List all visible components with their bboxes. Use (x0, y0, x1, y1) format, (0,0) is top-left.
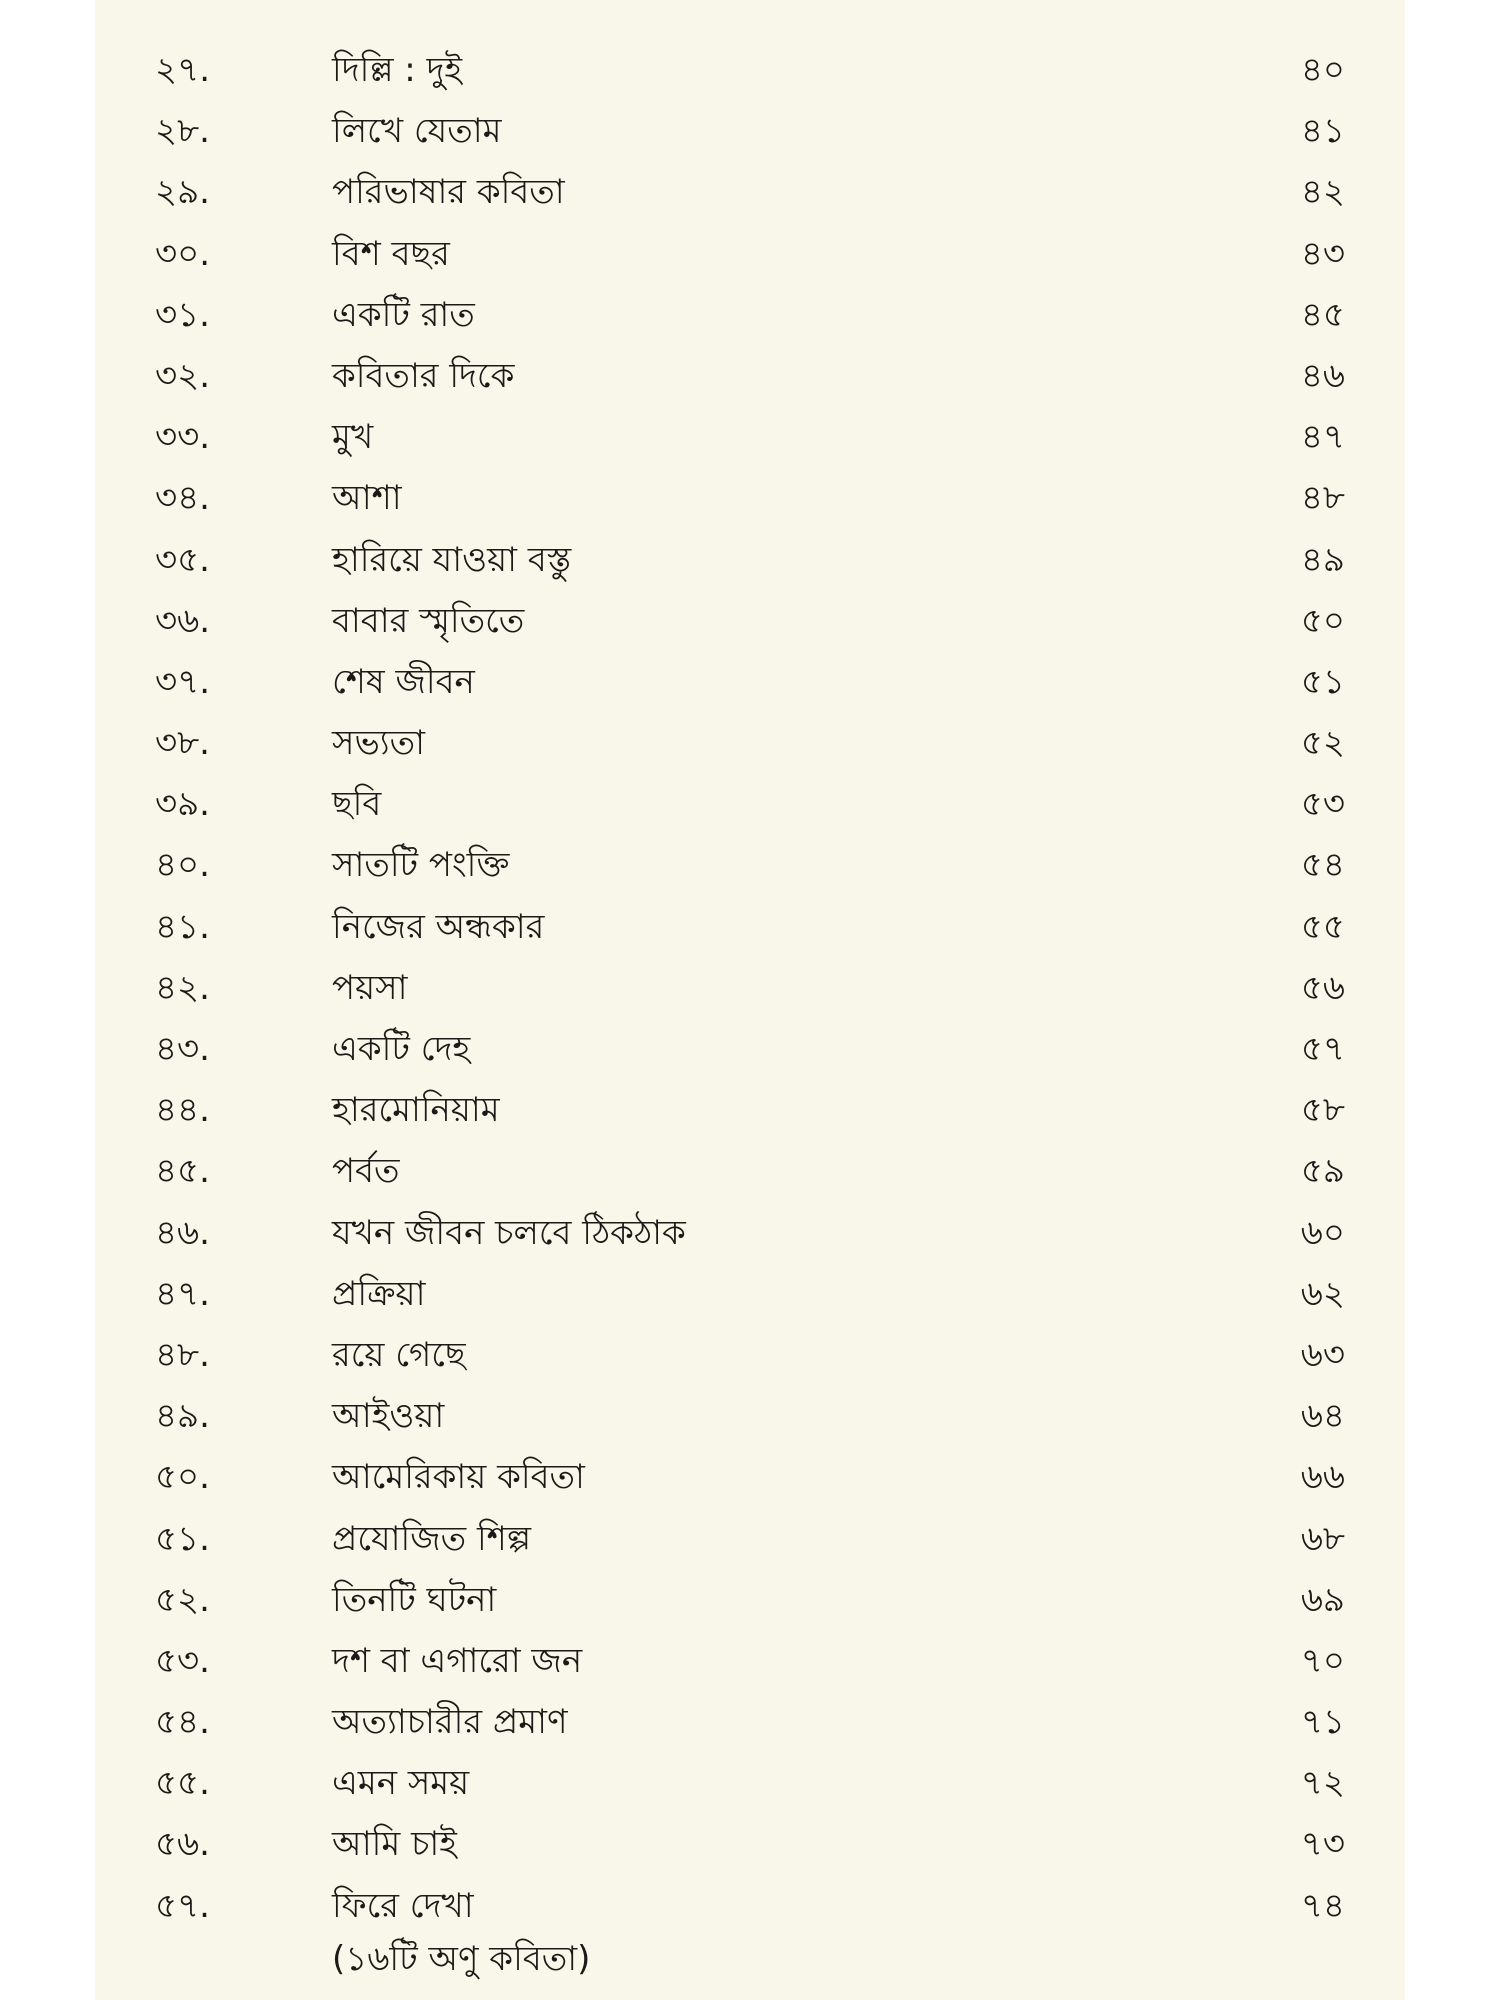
toc-entry (95, 1080, 1405, 1141)
entry-title: ফিরে দেখা (332, 1885, 474, 1926)
entry-number: ৫৩. (155, 1640, 210, 1681)
entry-title: পর্বত (332, 1151, 400, 1192)
toc-entry (95, 1814, 1405, 1875)
entry-title: নিজের অন্ধকার (332, 906, 545, 947)
entry-page-number: ৭৪ (1300, 1885, 1345, 1926)
entry-title: লিখে যেতাম (332, 111, 502, 152)
entry-title: প্রক্রিয়া (332, 1273, 426, 1314)
entry-number: ৫৪. (155, 1702, 210, 1743)
entry-title: রয়ে গেছে (332, 1334, 466, 1375)
entry-page-number: ৪২ (1300, 172, 1345, 213)
entry-title: হারিয়ে যাওয়া বস্তু (332, 539, 572, 580)
entry-title: ছবি (332, 784, 382, 825)
entry-number: ৪৩. (155, 1029, 210, 1069)
entry-page-number: ৫৩ (1300, 784, 1345, 825)
toc-entry (95, 285, 1405, 346)
toc-entry (95, 1631, 1405, 1692)
entry-title: মুখ (332, 417, 374, 458)
entry-number: ৫১. (155, 1518, 210, 1559)
entry-page-number: ৪৮ (1300, 478, 1345, 519)
entry-number: ২৯. (155, 172, 210, 213)
entry-page-number: ৪৭ (1300, 417, 1345, 458)
entry-title: তিনটি ঘটনা (332, 1579, 497, 1620)
entry-number: ৪৫. (155, 1151, 210, 1192)
entry-page-number: ৪৫ (1300, 294, 1345, 335)
entry-number: ৪৭. (155, 1273, 210, 1314)
entry-number: ২৮. (155, 111, 210, 152)
entry-page-number: ৬৯ (1300, 1579, 1345, 1620)
entry-title: কবিতার দিকে (332, 355, 515, 396)
entry-page-number: ৬৬ (1300, 1457, 1345, 1498)
toc-entry (95, 774, 1405, 835)
toc-entry (95, 530, 1405, 591)
toc-entry (95, 1019, 1405, 1080)
entry-page-number: ৪০ (1300, 50, 1345, 90)
entry-title: সভ্যতা (332, 723, 426, 764)
entry-number: ৫৬. (155, 1824, 210, 1865)
entry-title: দশ বা এগারো জন (332, 1640, 583, 1681)
entry-page-number: ৪৯ (1300, 539, 1345, 580)
entry-page-number: ৬০ (1300, 1212, 1345, 1253)
entry-number: ৫০. (155, 1457, 210, 1498)
entry-page-number: ৫০ (1300, 600, 1345, 641)
book-page (95, 0, 1405, 2000)
entry-page-number: ৫৫ (1300, 906, 1345, 947)
entry-number: ৪৬. (155, 1212, 210, 1253)
entry-page-number: ৪৩ (1300, 233, 1345, 274)
entry-number: ৫৭. (155, 1885, 210, 1926)
entry-page-number: ৫৬ (1300, 967, 1345, 1008)
entry-title: পরিভাষার কবিতা (332, 172, 565, 213)
entry-number: ৪১. (155, 906, 210, 947)
entry-page-number: ৭২ (1300, 1763, 1345, 1804)
entry-number: ৩৬. (155, 600, 211, 641)
entry-title: প্রযোজিত শিল্প (332, 1518, 532, 1559)
toc-entry (95, 1509, 1405, 1570)
toc-entry (95, 1447, 1405, 1508)
entry-page-number: ৬৮ (1300, 1518, 1345, 1559)
entry-title: দিল্লি : দুই (332, 50, 463, 90)
entry-number: ৩৮. (155, 723, 210, 764)
entry-page-number: ৫৪ (1300, 845, 1345, 886)
entry-number: ৩৯. (155, 784, 210, 825)
entry-page-number: ৫৭ (1300, 1029, 1345, 1069)
entry-title: এমন সময় (332, 1763, 470, 1804)
toc-entry (95, 1386, 1405, 1447)
entry-number: ৪৪. (155, 1090, 210, 1131)
entry-page-number: ৬৪ (1300, 1396, 1345, 1437)
entry-number: ৪৯. (155, 1396, 210, 1437)
toc-entry (95, 1692, 1405, 1753)
toc-entry (95, 1264, 1405, 1325)
entry-page-number: ৫২ (1300, 723, 1345, 764)
entry-title: একটি রাত (332, 294, 475, 335)
toc-footnote: (১৬টি অণু কবিতা) (332, 1939, 591, 1979)
entry-title: শেষ জীবন (332, 661, 475, 702)
entry-number: ২৭. (155, 50, 211, 90)
toc-entry (95, 40, 1405, 101)
toc-entry (95, 1325, 1405, 1386)
toc-entry (95, 224, 1405, 285)
entry-page-number: ৭৩ (1300, 1824, 1345, 1865)
toc-entry (95, 162, 1405, 223)
toc-entry (95, 1203, 1405, 1264)
entry-number: ৪৮. (155, 1334, 210, 1375)
entry-title: বাবার স্মৃতিতে (332, 600, 525, 641)
table-of-contents (95, 40, 1405, 1937)
entry-number: ৩২. (155, 355, 211, 396)
entry-title: একটি দেহ (332, 1029, 471, 1069)
toc-entry (95, 1753, 1405, 1814)
entry-number: ৩৭. (155, 661, 211, 702)
entry-page-number: ৫৯ (1300, 1151, 1345, 1192)
entry-title: হারমোনিয়াম (332, 1090, 500, 1131)
toc-entry (95, 1570, 1405, 1631)
toc-entry (95, 407, 1405, 468)
toc-entry (95, 958, 1405, 1019)
entry-title: আশা (332, 478, 402, 519)
toc-entry (95, 468, 1405, 529)
toc-entry (95, 897, 1405, 958)
entry-page-number: ৬৩ (1300, 1334, 1345, 1375)
entry-number: ৩৫. (155, 539, 210, 580)
toc-entry (95, 101, 1405, 162)
entry-number: ৫৫. (155, 1763, 210, 1804)
entry-number: ৫২. (155, 1579, 210, 1620)
entry-title: পয়সা (332, 967, 408, 1008)
toc-entry (95, 652, 1405, 713)
entry-page-number: ৭০ (1300, 1640, 1345, 1681)
toc-entry (95, 713, 1405, 774)
entry-title: আইওয়া (332, 1396, 445, 1437)
toc-entry (95, 1141, 1405, 1202)
entry-number: ৪২. (155, 967, 210, 1008)
entry-title: আমি চাই (332, 1824, 457, 1865)
toc-entry (95, 1876, 1405, 1937)
entry-page-number: ৫১ (1300, 661, 1345, 702)
entry-title: সাতটি পংক্তি (332, 845, 510, 886)
toc-entry (95, 591, 1405, 652)
entry-title: বিশ বছর (332, 233, 450, 274)
toc-entry (95, 346, 1405, 407)
entry-page-number: ৭১ (1300, 1702, 1345, 1743)
entry-number: ৪০. (155, 845, 210, 886)
entry-title: আমেরিকায় কবিতা (332, 1457, 585, 1498)
entry-page-number: ৬২ (1300, 1273, 1345, 1314)
toc-entry (95, 835, 1405, 896)
entry-number: ৩৩. (155, 417, 211, 458)
entry-number: ৩৪. (155, 478, 210, 519)
entry-number: ৩০. (155, 233, 211, 274)
entry-title: অত্যাচারীর প্রমাণ (332, 1702, 568, 1743)
entry-page-number: ৪১ (1300, 111, 1345, 152)
entry-title: যখন জীবন চলবে ঠিকঠাক (332, 1212, 686, 1253)
entry-number: ৩১. (155, 294, 210, 335)
entry-page-number: ৫৮ (1300, 1090, 1345, 1131)
entry-page-number: ৪৬ (1300, 355, 1345, 396)
